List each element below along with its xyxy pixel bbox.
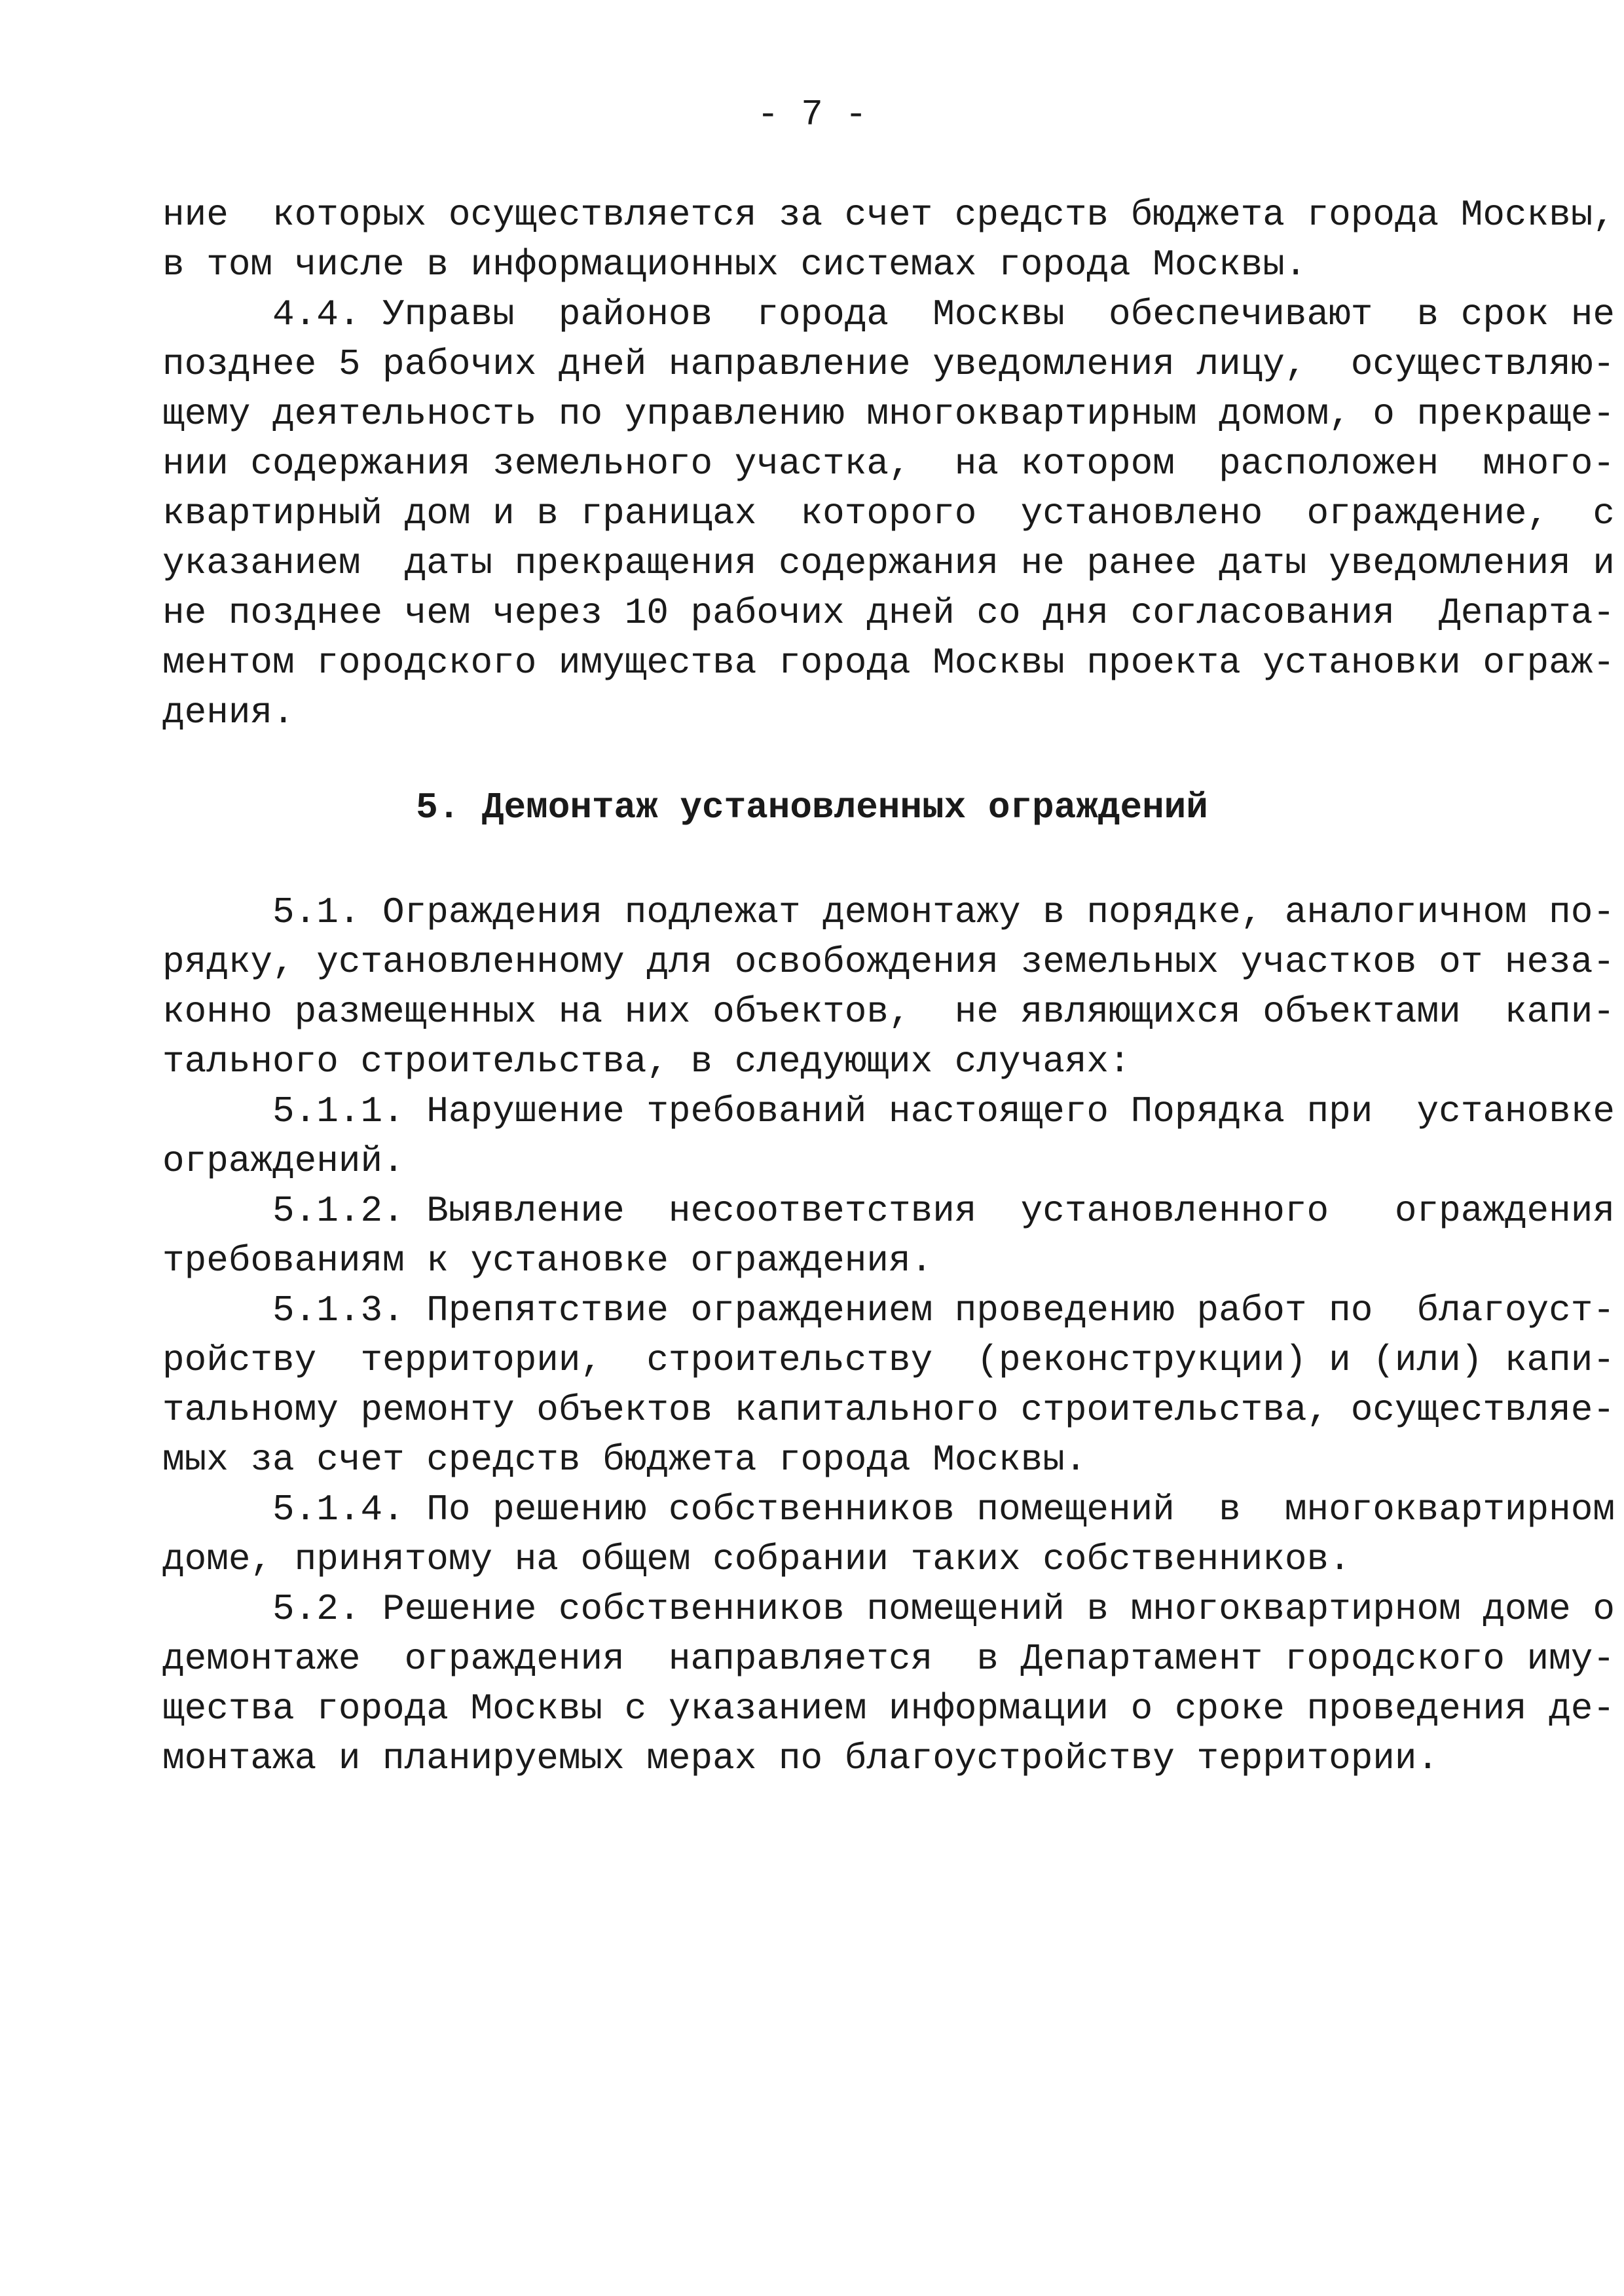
text-line: доме, принятому на общем собрании таких собственников. [162,1538,1351,1580]
page-number: - 7 - [756,94,868,136]
text-line: позднее 5 рабочих дней направление уведомления лицу, осуществляю- [162,343,1615,385]
text-line: щему деятельность по управлению многоквартирным домом, о прекраще- [162,393,1615,435]
text-line: конно размещенных на них объектов, не являющихся объектами капи- [162,991,1615,1033]
text-line: 5.2. Решение собственников помещений в многоквартирном доме о [162,1588,1615,1630]
text-line: нии содержания земельного участка, на котором расположен много- [162,443,1615,485]
section-heading: 5. Демонтаж установленных ограждений [416,787,1208,828]
text-line: 5.1.3. Препятствие ограждением проведению работ по благоуст- [162,1289,1615,1331]
text-line: 5.1. Ограждения подлежат демонтажу в порядке, аналогичном по- [162,891,1615,933]
text-line: 4.4. Управы районов города Москвы обеспечивают в срок не [162,293,1615,335]
text-line: 5.1.1. Нарушение требований настоящего Порядка при установке [162,1090,1615,1132]
text-line: монтажа и планируемых мерах по благоустройству территории. [162,1737,1439,1779]
text-line: мых за счет средств бюджета города Москвы. [162,1439,1087,1481]
text-line: тального строительства, в следующих случаях: [162,1041,1131,1083]
text-line: указанием даты прекращения содержания не ранее даты уведомления и [162,542,1615,584]
text-line: ограждений. [162,1140,405,1182]
text-line: демонтаже ограждения направляется в Департамент городского иму- [162,1638,1615,1680]
text-line: дения. [162,692,295,733]
text-line: ние которых осуществляется за счет средств бюджета города Москвы, [162,194,1615,236]
text-line: 5.1.2. Выявление несоответствия установленного ограждения [162,1190,1615,1232]
text-line: требованиям к установке ограждения. [162,1240,933,1282]
text-line: щества города Москвы с указанием информации о сроке проведения де- [162,1688,1615,1730]
text-line: квартирный дом и в границах которого установлено ограждение, с [162,492,1615,534]
text-line: тальному ремонту объектов капитального строительства, осуществляе- [162,1389,1615,1431]
text-line: ментом городского имущества города Москвы проекта установки ограж- [162,642,1615,684]
text-line: ройству территории, строительству (реконструкции) и (или) капи- [162,1339,1615,1381]
text-line: в том числе в информационных системах города Москвы. [162,244,1307,286]
text-line: рядку, установленному для освобождения земельных участков от неза- [162,941,1615,983]
text-line: 5.1.4. По решению собственников помещений в многоквартирном [162,1489,1615,1530]
text-line: не позднее чем через 10 рабочих дней со дня согласования Департа- [162,592,1615,634]
